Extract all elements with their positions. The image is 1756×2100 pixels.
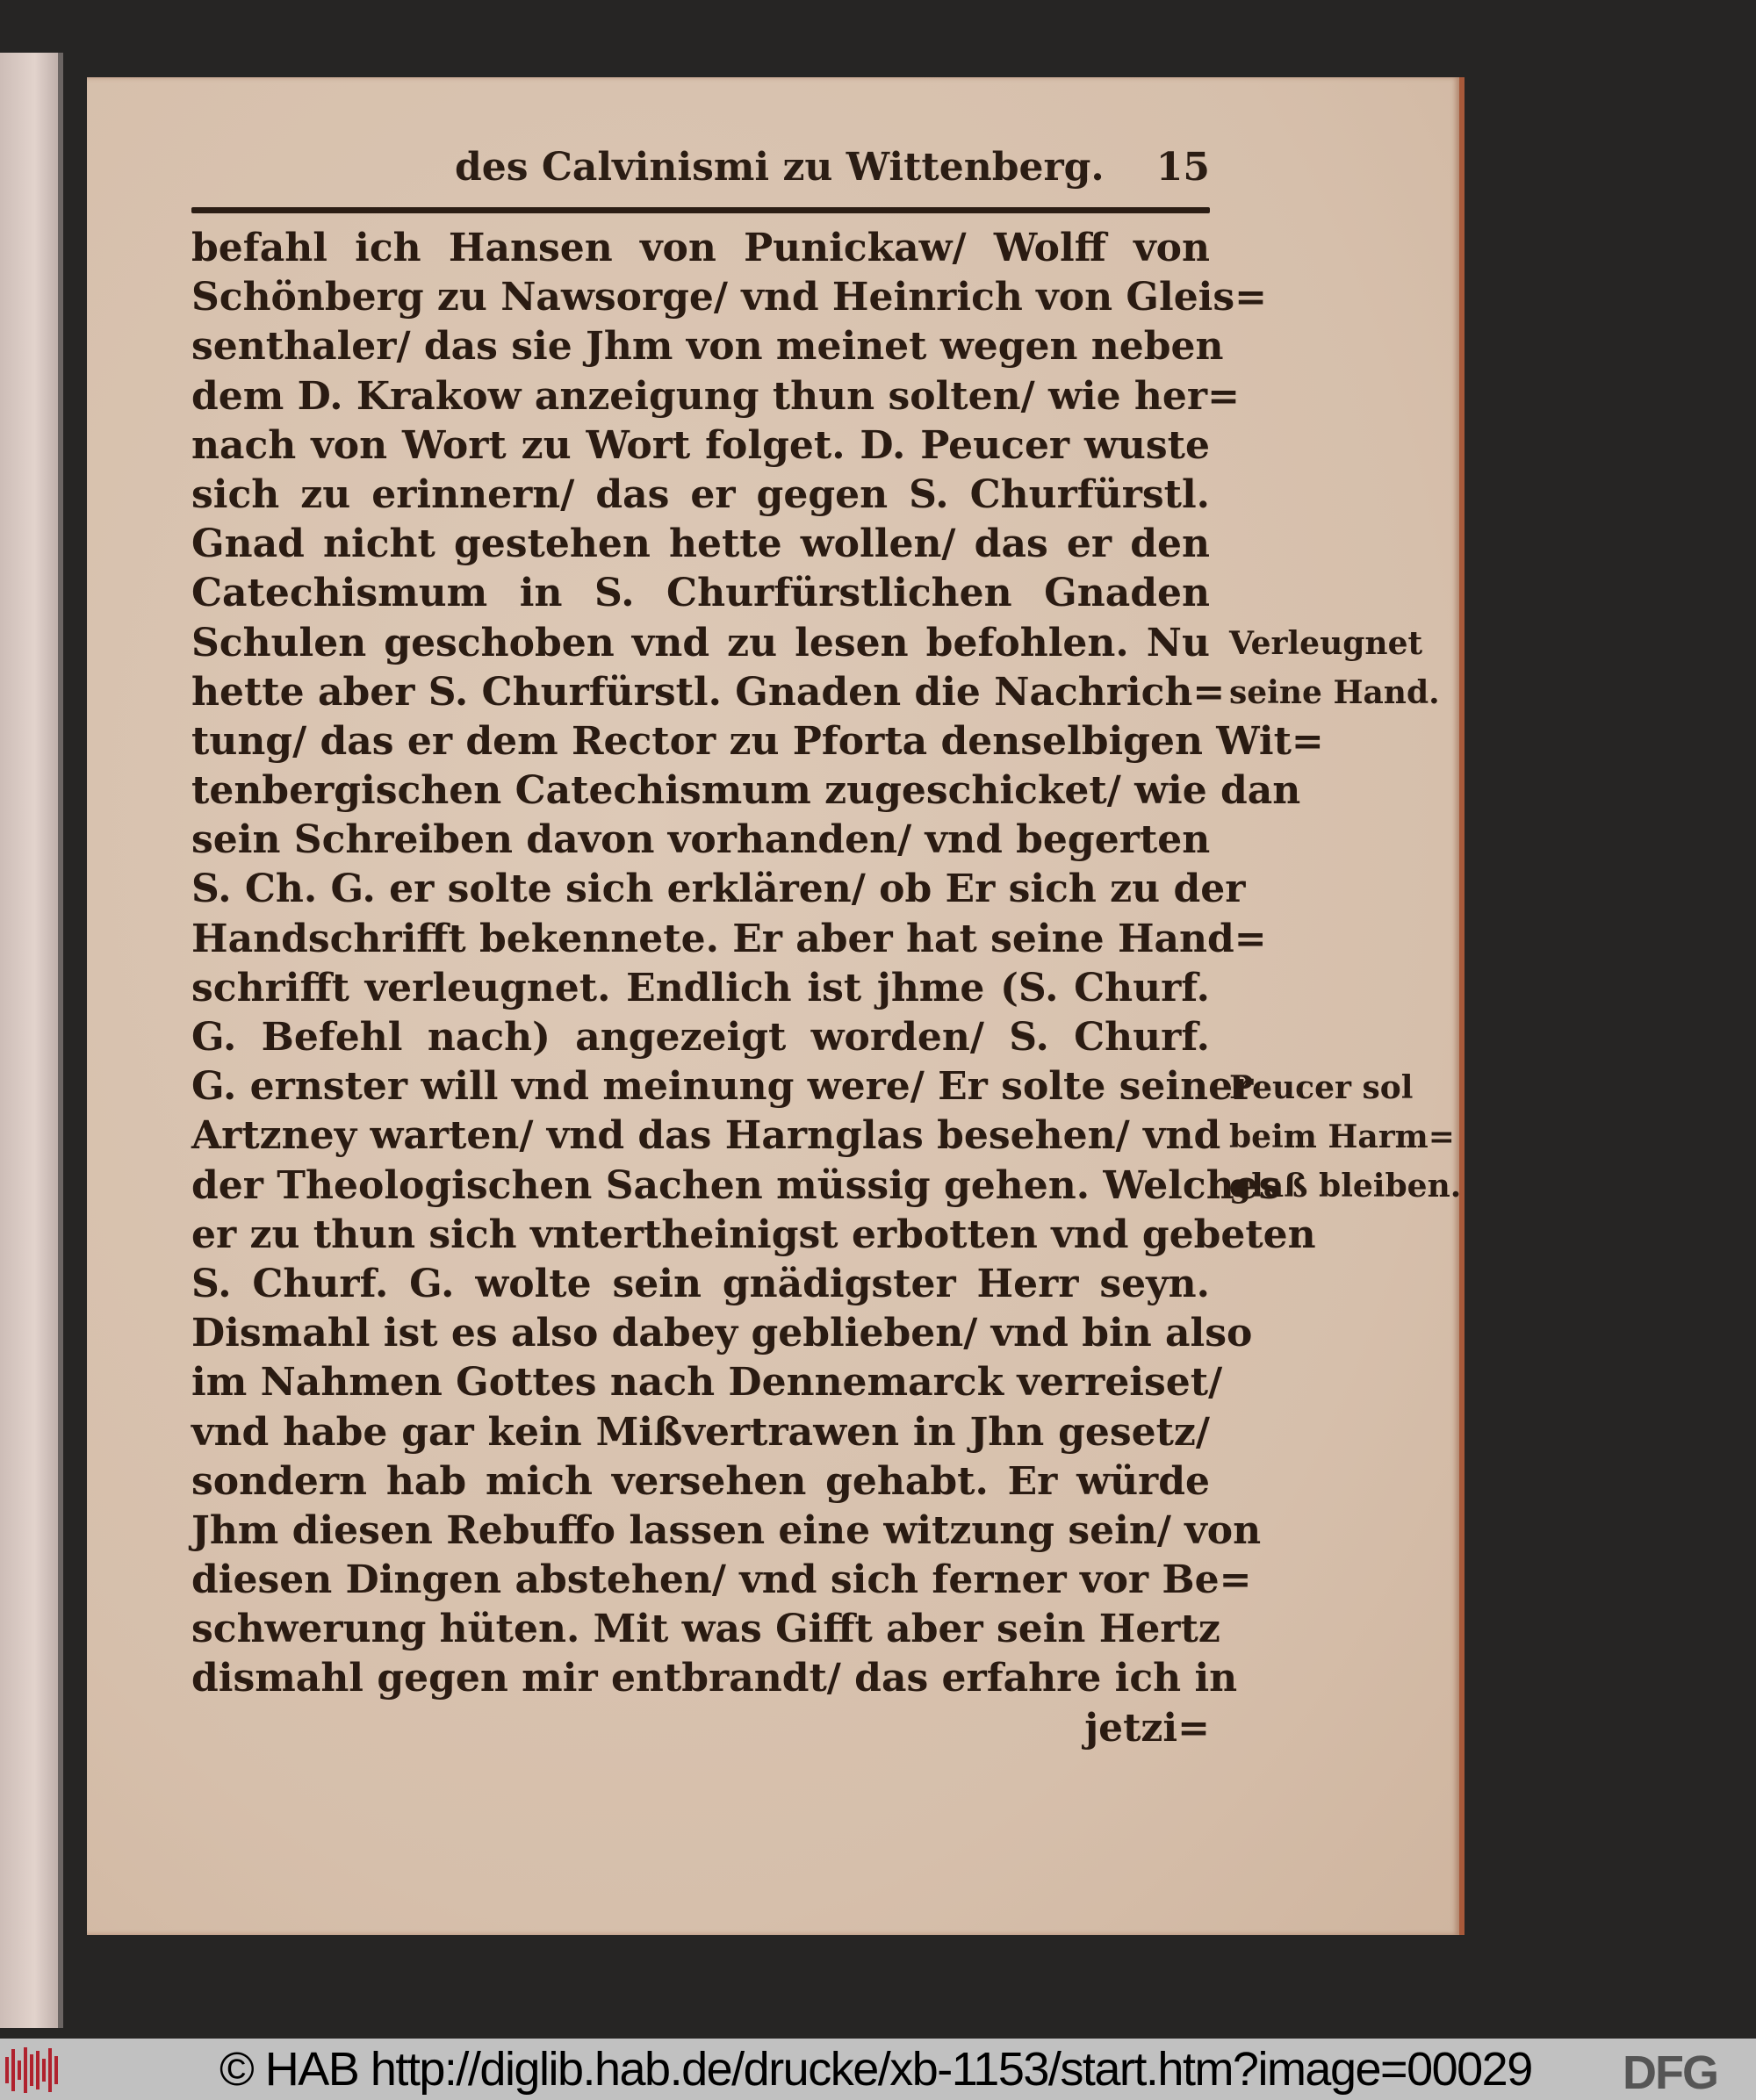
text-line: tenbergischen Catechismum zugeschicket/ wie dan bbox=[191, 768, 1301, 814]
text-line: Schönberg zu Nawsorge/ vnd Heinrich von Gleis= bbox=[191, 275, 1268, 320]
catchword: jetzi= bbox=[1084, 1705, 1210, 1751]
text-line: Schulen geschoben vnd zu lesen befohlen. Nu bbox=[191, 620, 1210, 665]
text-line: hette aber S. Churfürstl. Gnaden die Nachrich= bbox=[191, 669, 1226, 715]
dfg-logo: DFG bbox=[1623, 2046, 1717, 2099]
marginal-note-line: glaß bleiben. bbox=[1229, 1168, 1462, 1205]
text-line: er zu thun sich vntertheinigst erbotten vnd gebeten bbox=[191, 1212, 1316, 1257]
text-line: S. Ch. G. er solte sich erklären/ ob Er sich zu der bbox=[191, 867, 1246, 912]
text-line: sein Schreiben davon vorhanden/ vnd begerten bbox=[191, 817, 1211, 863]
marginal-note bbox=[1229, 1063, 1461, 1212]
header-rule bbox=[191, 207, 1210, 213]
marginal-note-line: Peucer sol bbox=[1229, 1069, 1414, 1106]
text-line: senthaler/ das sie Jhm von meinet wegen neben bbox=[191, 324, 1224, 370]
page-number: 15 bbox=[1155, 145, 1210, 190]
text-line: befahl ich Hansen von Punickaw/ Wolff von bbox=[191, 226, 1210, 270]
text-line: dem D. Krakow anzeigung thun solten/ wie her= bbox=[191, 373, 1240, 419]
text-line: Handschrifft bekennete. Er aber hat seine Hand= bbox=[191, 916, 1267, 961]
running-head: des Calvinismi zu Wittenberg. bbox=[455, 145, 1105, 190]
copyright-link[interactable]: © HAB http://diglib.hab.de/drucke/xb-1153/start.htm?image=00029 bbox=[220, 2043, 1532, 2096]
text-line: sondern hab mich versehen gehabt. Er würde bbox=[191, 1458, 1210, 1504]
marginal-note-line: seine Hand. bbox=[1229, 674, 1440, 712]
text-line: sich zu erinnern/ das er gegen S. Churfürstl. bbox=[191, 471, 1210, 517]
text-line: schrifft verleugnet. Endlich ist jhme (S. Churf. bbox=[191, 965, 1210, 1010]
marginal-note-line: Verleugnet bbox=[1229, 625, 1423, 662]
text-line: der Theologischen Sachen müssig gehen. Welches bbox=[191, 1162, 1281, 1208]
text-line: im Nahmen Gottes nach Dennemarck verreiset/ bbox=[191, 1360, 1223, 1406]
text-line: Artzney warten/ vnd das Harnglas besehen/ vnd bbox=[191, 1113, 1221, 1159]
text-line: Gnad nicht gestehen hette wollen/ das er den bbox=[191, 521, 1210, 567]
adjacent-page-edge bbox=[0, 53, 58, 2028]
text-line: G. ernster will vnd meinung were/ Er solte seiner bbox=[191, 1064, 1254, 1110]
text-line: S. Churf. G. wolte sein gnädigster Herr seyn. bbox=[191, 1261, 1210, 1306]
footer-bar bbox=[0, 2039, 1756, 2100]
text-line: Jhm diesen Rebuffo lassen eine witzung sein/ von bbox=[191, 1507, 1262, 1553]
text-line: dismahl gegen mir entbrandt/ das erfahre ich in bbox=[191, 1656, 1238, 1701]
text-line: vnd habe gar kein Mißvertrawen in Jhn gesetz/ bbox=[191, 1409, 1210, 1455]
book-gutter bbox=[58, 53, 63, 2028]
text-line: schwerung hüten. Mit was Gifft aber sein Hertz bbox=[191, 1607, 1220, 1652]
text-line: Catechismum in S. Churfürstlichen Gnaden bbox=[191, 571, 1210, 616]
text-line: G. Befehl nach) angezeigt worden/ S. Churf. bbox=[191, 1015, 1210, 1060]
text-line: Dismahl ist es also dabey geblieben/ vnd bin also bbox=[191, 1311, 1253, 1356]
text-line: nach von Wort zu Wort folget. D. Peucer wuste bbox=[191, 422, 1210, 468]
marginal-note-line: beim Harm= bbox=[1229, 1118, 1455, 1156]
hab-logo bbox=[5, 2046, 58, 2095]
text-line: tung/ das er dem Rector zu Pforta denselbigen Wit= bbox=[191, 718, 1324, 764]
text-line: diesen Dingen abstehen/ vnd sich ferner vor Be= bbox=[191, 1557, 1252, 1603]
page-header bbox=[191, 145, 1210, 198]
marginal-note bbox=[1229, 619, 1440, 717]
